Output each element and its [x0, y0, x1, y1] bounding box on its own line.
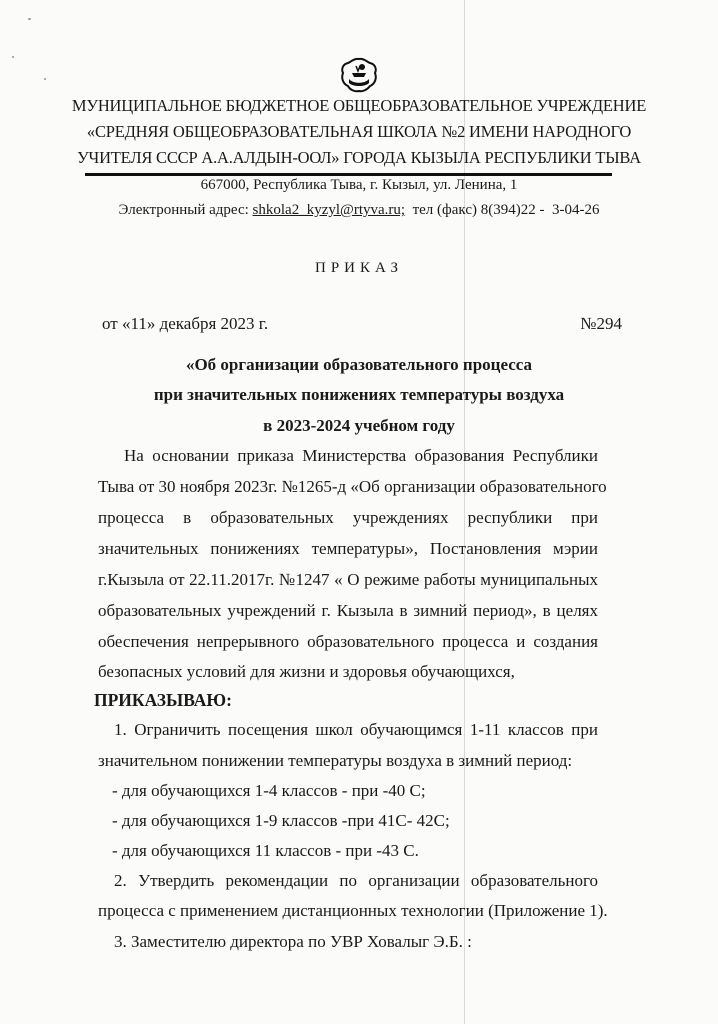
institution-name-line-3: УЧИТЕЛЯ СССР А.А.АЛДЫН-ООЛ» ГОРОДА КЫЗЫЛА РЕСПУБЛИКИ ТЫВА [77, 148, 641, 167]
item-2-line: процесса с применением дистанционных технологии (Приложение 1). [98, 901, 608, 920]
postal-address: 667000, Республика Тыва, г. Кызыл, ул. Ленина, 1 [200, 177, 518, 193]
preamble-line: обеспечения непрерывного образовательного процесса и создания [98, 632, 598, 651]
order-subject-line-2: при значительных понижениях температуры воздуха [153, 385, 565, 404]
document-title: ПРИКАЗ [315, 260, 403, 276]
preamble-line: значительных понижениях температуры», Постановления мэрии [98, 539, 598, 558]
order-directive: ПРИКАЗЫВАЮ: [94, 690, 232, 710]
order-date: от «11» декабря 2023 г. [102, 314, 269, 333]
item-1-line: значительном понижении температуры воздуха в зимний период: [98, 751, 573, 770]
item-1-subitem: - для обучающихся 1-9 классов -при 41С- 42С; [112, 811, 450, 830]
email-link[interactable]: shkola2_kyzyl@rtyva.ru; [252, 202, 406, 218]
preamble-line: Тыва от 30 ноября 2023г. №1265-д «Об организации образовательного [98, 477, 607, 496]
item-2-line: 2. Утвердить рекомендации по организации образовательного [114, 871, 598, 890]
item-3-line: 3. Заместителю директора по УВР Ховалыг Э.Б. : [114, 932, 472, 951]
institution-name-line-2: «СРЕДНЯЯ ОБЩЕОБРАЗОВАТЕЛЬНАЯ ШКОЛА №2 ИМЕНИ НАРОДНОГО [86, 122, 632, 141]
phone-fax: тел (факс) 8(394)22 - 3-04-26 [405, 202, 600, 218]
item-1-subitem: - для обучающихся 11 классов - при -43 С. [112, 841, 419, 860]
preamble-line: процесса в образовательных учреждениях республики при [98, 508, 598, 527]
scan-speck [28, 18, 31, 20]
order-subject-line-3: в 2023-2024 учебном году [263, 416, 455, 435]
preamble-line: безопасных условий для жизни и здоровья обучающихся, [98, 662, 515, 681]
scan-speck [12, 56, 14, 58]
order-number: №294 [580, 314, 622, 333]
order-subject-line-1: «Об организации образовательного процесса [185, 355, 533, 374]
preamble-line: образовательных учреждений г. Кызыла в зимний период», в целях [98, 601, 598, 620]
item-1-subitem: - для обучающихся 1-4 классов - при -40 С; [112, 781, 426, 800]
preamble-line: На основании приказа Министерства образования Республики [124, 446, 598, 465]
header-divider [85, 173, 612, 176]
preamble-line: г.Кызыла от 22.11.2017г. №1247 « О режиме работы муниципальных [98, 570, 598, 589]
email-label: Электронный адрес: [118, 202, 253, 218]
scan-speck [44, 78, 46, 80]
institution-name-line-1: МУНИЦИПАЛЬНОЕ БЮДЖЕТНОЕ ОБЩЕОБРАЗОВАТЕЛЬНОЕ УЧРЕЖДЕНИЕ [71, 96, 647, 115]
tuva-emblem-icon [340, 57, 378, 93]
contact-line [0, 202, 718, 219]
item-1-line: 1. Ограничить посещения школ обучающимся 1-11 классов при [114, 720, 598, 739]
